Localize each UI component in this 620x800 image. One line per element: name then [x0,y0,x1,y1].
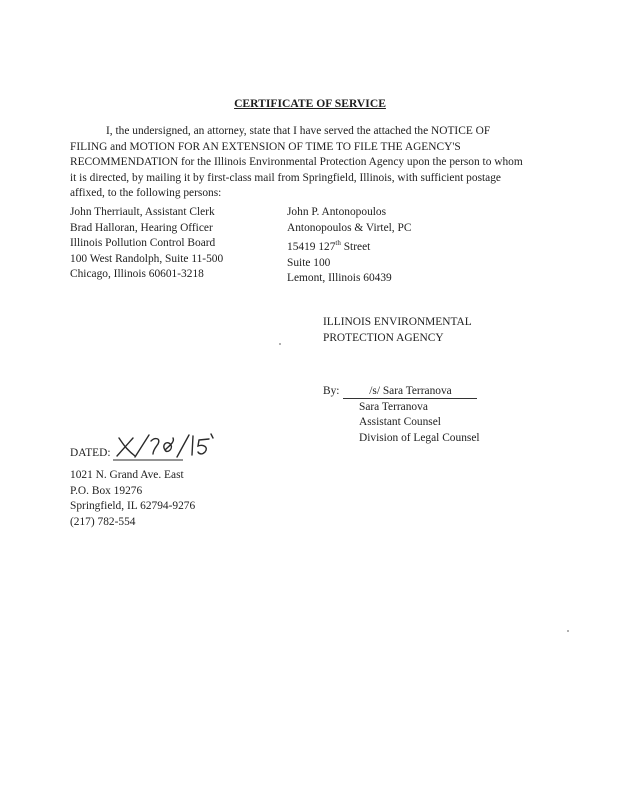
return-address-line: Springfield, IL 62794-9276 [70,500,196,513]
recipient-right-firm: Antonopoulos & Virtel, PC [287,221,412,234]
dated-label: DATED: [70,447,111,460]
return-address-line: P.O. Box 19276 [70,484,143,497]
signature-by-line [323,384,480,400]
certificate-body-text: I, the undersigned, an attorney, state that I have served the attached the NOTICE OF FILING and MOTION FOR AN EXTENSION OF TIME TO FILE THE AGENCY'S RECOMMENDATION for the Illinois Environmental Protection Agency upon the person to whom it is directed, by mailing it by first-class mail from Springfield, Illinois, with sufficient postage affixed, to the following persons: [70,125,523,200]
electronic-signature: /s/ Sara Terranova [343,384,477,399]
recipient-left-line: 100 West Randolph, Suite 11-500 [70,252,224,265]
return-address-line: (217) 782-554 [70,515,136,528]
agency-line-1: ILLINOIS ENVIRONMENTAL [323,316,472,328]
recipient-right-name: John P. Antonopoulos [287,206,387,218]
handwritten-date [113,432,223,462]
agency-line-2: PROTECTION AGENCY [323,331,444,344]
handwritten-date-drawing [113,432,223,462]
signer-title: Assistant Counsel [359,416,441,429]
return-address [70,468,195,530]
recipient-right-street [287,236,411,255]
agency-name [323,315,472,346]
dated-line [70,432,223,462]
recipient-right-suite: Suite 100 [287,256,331,269]
signer-division: Division of Legal Counsel [359,431,480,444]
recipient-address-left [70,205,223,283]
signature-block [323,384,480,446]
street-number: 15419 127 [287,240,336,253]
recipient-left-line: John Therriault, Assistant Clerk [70,206,215,218]
recipient-left-line: Chicago, Illinois 60601-3218 [70,268,204,281]
scan-speck [567,630,569,632]
recipient-address-right [287,205,411,287]
street-suffix: Street [340,240,371,253]
recipient-left-line: Brad Halloran, Hearing Officer [70,221,213,234]
return-address-line: 1021 N. Grand Ave. East [70,469,184,481]
document-title: CERTIFICATE OF SERVICE [234,97,386,110]
recipient-left-line: Illinois Pollution Control Board [70,237,216,250]
recipient-right-city: Lemont, Illinois 60439 [287,272,392,285]
street-ordinal: th [335,239,341,248]
by-label: By: [323,385,340,397]
signer-name: Sara Terranova [359,400,428,413]
certificate-body [70,124,530,202]
scan-speck [279,343,281,345]
